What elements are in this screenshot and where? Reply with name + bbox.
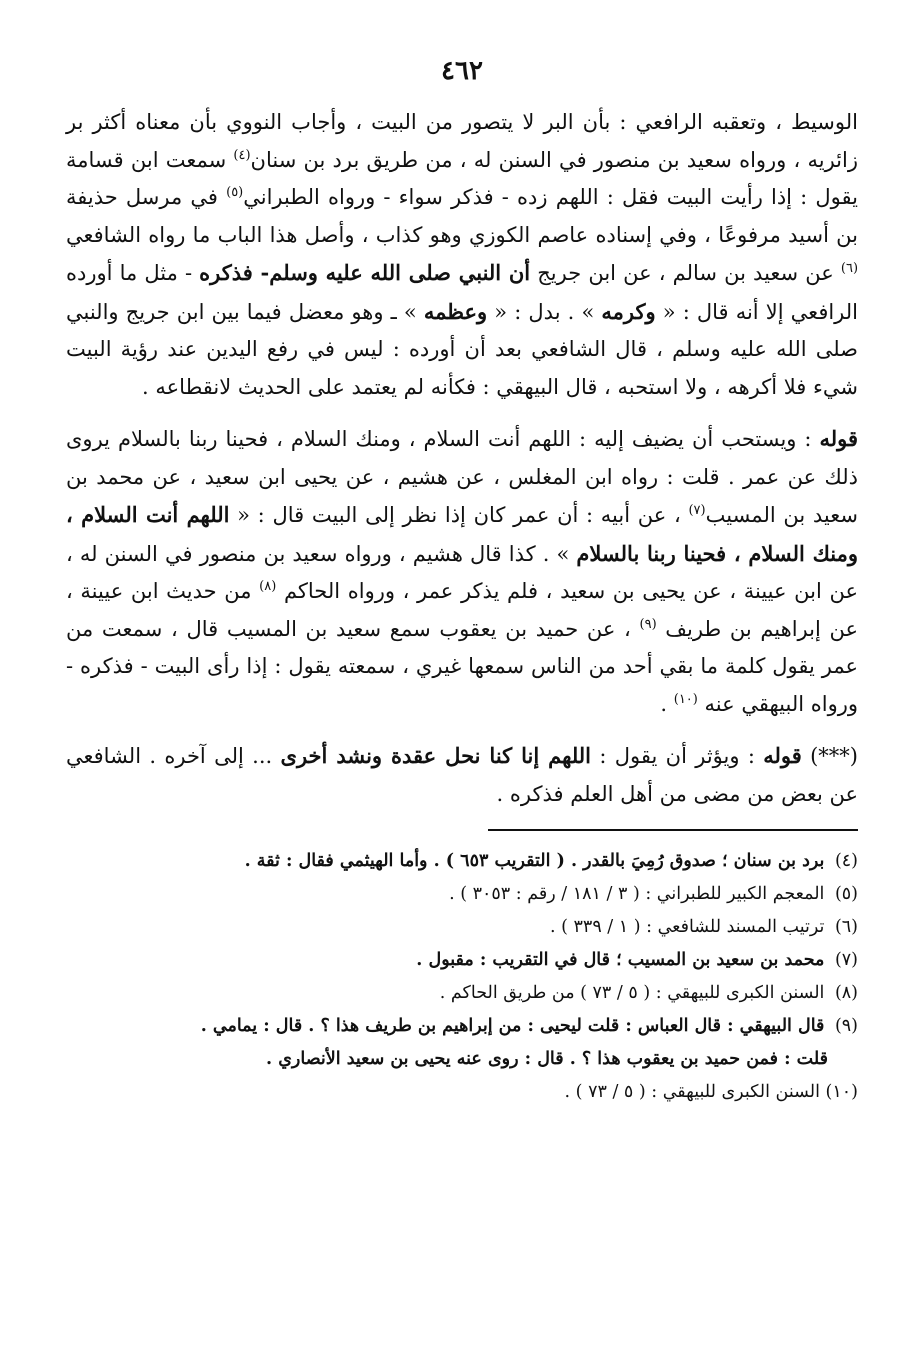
- text-run: (***): [801, 744, 858, 768]
- text-run: في مرسل حذيفة بن أسيد مرفوعًا ، وفي إسناده عاصم الكوزي وهو كذاب ، وأصل هذا الباب ما رواه الشافعي: [66, 185, 858, 247]
- footnote-number: (٨): [834, 983, 858, 1003]
- footnote-10: [66, 1076, 858, 1109]
- footnote-7: [66, 944, 858, 977]
- footnote-number: (٤): [834, 851, 858, 871]
- body-text: [66, 104, 858, 813]
- text-run: سمعت ابن قسامة يقول : إذا رأيت البيت فقل : اللهم زده - فذكر سواء - ورواه الطبراني: [66, 147, 858, 209]
- text-run: - مثل ما أورده الرافعي إلا أنه قال : «: [66, 261, 859, 324]
- text-run: ، عن حميد بن يعقوب سمع سعيد بن المسيب قال ، سمعت من عمر يقول كلمة ما بقي أحد من الناس سمعها غيري ، سمعته يقول : إذا رأى البيت - فذكره - ورواه البيهقي عنه: [66, 616, 858, 716]
- footnotes: [66, 845, 858, 1109]
- text-run: عن سعيد بن سالم ، عن ابن جريج: [530, 261, 841, 285]
- text-run: الوسيط ، وتعقبه الرافعي : بأن البر لا يتصور من البيت ، وأجاب النووي بأن معناه أكثر بر زائريه ، ورواه سعيد بن منصور في السنن له ، من طريق برد بن سنان: [66, 110, 858, 172]
- footnote-ref: (٩): [639, 616, 657, 632]
- text-run: » ـ وهو معضل فيما بين ابن جريج والنبي صلى الله عليه وسلم ، قال الشافعي بعد أن أورده : ليس في رفع اليدين عند رؤية البيت شيء فلا أكرهه ، ولا استحبه ، قال البيهقي : فكأنه لم يعتمد على الحديث لانقطاعه .: [66, 299, 858, 399]
- bold-text: قال البيهقي : قال العباس : قلت ليحيى : من إبراهيم بن طريف هذا ؟ . قال : يمامي .: [200, 1016, 825, 1036]
- footnote-number: (١٠): [825, 1082, 858, 1102]
- text-run: من حديث ابن عيينة ، عن إبراهيم بن طريف: [66, 579, 858, 641]
- footnote-number: (٦): [834, 917, 858, 937]
- text-run: .: [660, 691, 674, 716]
- text-run: السنن الكبرى للبيهقي : ( ٥ / ٧٣ ) .: [564, 1082, 820, 1102]
- bold-text: أن النبي صلى الله عليه وسلم- فذكره: [199, 260, 531, 285]
- bold-text: اللهم أنت السلام ، ومنك السلام ، فحينا ربنا بالسلام: [66, 502, 858, 566]
- footnote-6: [66, 911, 858, 944]
- footnote-number: (٧): [834, 950, 858, 970]
- footnote-ref: (٨): [259, 579, 277, 594]
- text-run: المعجم الكبير للطبراني : ( ٣ / ١٨١ / رقم : ٣٠٥٣ ) .: [449, 884, 825, 904]
- footnote-5: [66, 878, 858, 911]
- footnote-number: (٥): [834, 884, 858, 904]
- text-run: السنن الكبرى للبيهقي : ( ٥ / ٧٣ ) من طريق الحاكم .: [439, 983, 825, 1003]
- footnote-9: [66, 1010, 858, 1076]
- footnote-ref: (٦): [840, 261, 859, 276]
- footnote-divider: [488, 829, 858, 831]
- footnote-continuation: قلت : فمن حميد بن يعقوب هذا ؟ . قال : روى عنه يحيى بن سعيد الأنصاري .: [266, 1049, 828, 1069]
- footnote-ref: (٥): [226, 185, 244, 200]
- text-run: : ويؤثر أن يقول :: [591, 744, 764, 768]
- paragraph-1: [66, 104, 858, 406]
- footnote-8: [66, 977, 858, 1010]
- footnote-ref: (٤): [233, 147, 251, 163]
- bold-text: قوله: [763, 743, 802, 768]
- bold-text: اللهم إنا كنا نحل عقدة ونشد أخرى: [280, 743, 592, 768]
- footnote-ref: (١٠): [673, 691, 698, 707]
- text-run: ترتيب المسند للشافعي : ( ١ / ٣٣٩ ) .: [550, 917, 825, 937]
- text-run: » . بدل : «: [487, 299, 602, 324]
- text-run: » . كذا قال هشيم ، ورواه سعيد بن منصور في السنن له ، عن ابن عيينة ، عن يحيى بن سعيد ، فلم يذكر عمر ، ورواه الحاكم: [66, 541, 858, 603]
- paragraph-2: [66, 420, 858, 723]
- footnote-ref: (٧): [688, 503, 706, 518]
- page-number: ٤٦٢: [441, 56, 483, 86]
- paragraph-3: [66, 737, 858, 813]
- bold-text: وكرمه: [601, 298, 656, 324]
- text-run: ، عن أبيه : أن عمر كان إذا نظر إلى البيت قال : «: [229, 503, 689, 527]
- bold-text: محمد بن سعيد بن المسيب ؛ قال في التقريب : مقبول .: [416, 950, 825, 970]
- bold-text: قوله: [819, 426, 858, 451]
- footnote-number: (٩): [834, 1016, 858, 1036]
- bold-text: برد بن سنان ؛ صدوق رُمِيَ بالقدر . ( التقريب ٦٥٣ ) . وأما الهيثمي فقال : ثقة .: [244, 851, 825, 871]
- text-run: ... إلى آخره . الشافعي عن بعض من مضى من أهل العلم فذكره .: [66, 744, 858, 806]
- bold-text: وعظمه: [423, 298, 488, 324]
- footnote-4: [66, 845, 858, 878]
- text-run: : ويستحب أن يضيف إليه : اللهم أنت السلام ، ومنك السلام ، فحينا ربنا بالسلام يروى ذلك عن عمر . قلت : رواه ابن المغلس ، عن هشيم ، عن يحيى ابن سعيد ، عن محمد بن سعيد بن المسيب: [66, 427, 858, 527]
